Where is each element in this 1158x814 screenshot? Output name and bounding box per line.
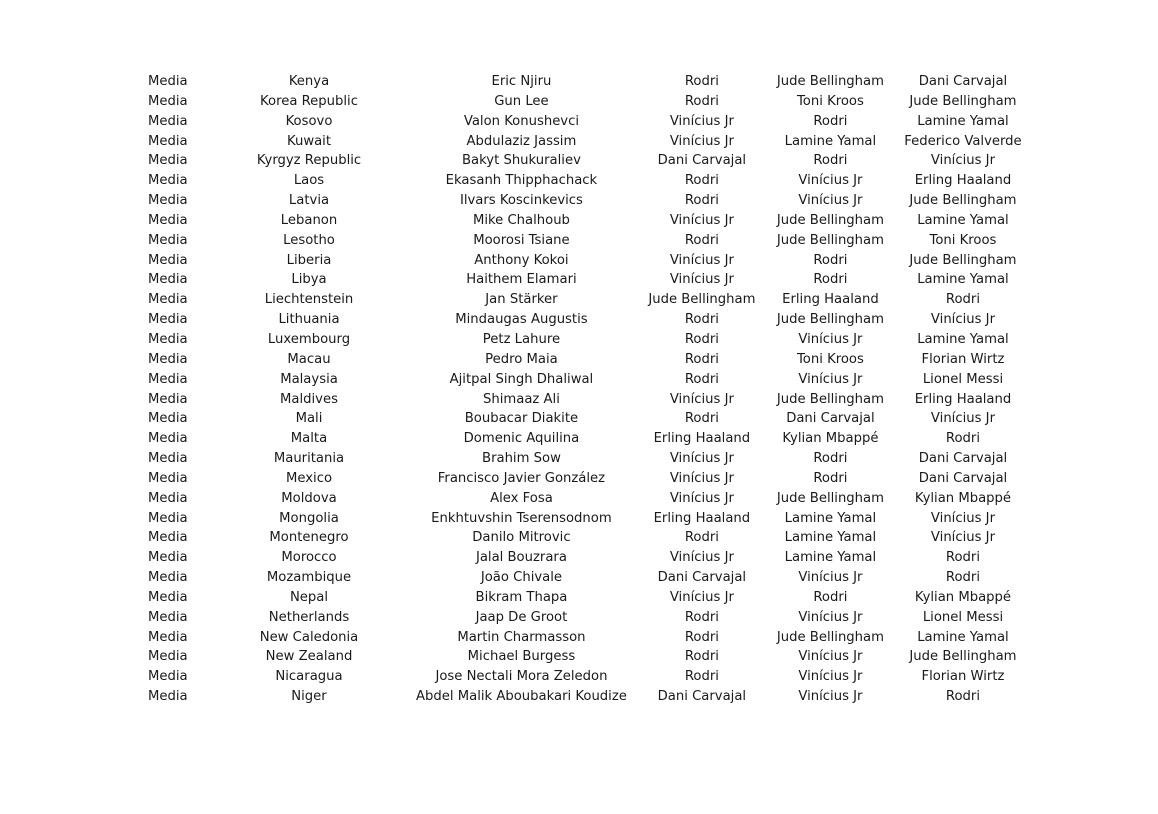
voter-category-cell: Media: [148, 490, 188, 506]
country-cell: Nicaragua: [275, 669, 343, 685]
third-choice-cell: Lamine Yamal: [917, 629, 1009, 645]
second-choice-cell: Vinícius Jr: [798, 371, 863, 387]
country-cell: Kenya: [288, 74, 330, 89]
voter-category-cell: Media: [148, 550, 188, 566]
table-row: [140, 350, 1042, 370]
journalist-cell: Jan Stärker: [485, 292, 558, 308]
second-choice-cell: Rodri: [813, 252, 848, 268]
second-choice-cell: Lamine Yamal: [784, 510, 877, 526]
country-cell: Kyrgyz Republic: [256, 153, 362, 169]
journalist-cell: Boubacar Diakite: [464, 411, 579, 427]
third-choice-cell: Rodri: [945, 292, 981, 308]
country-cell: Mali: [295, 411, 323, 427]
voter-category-cell: Media: [148, 629, 188, 645]
journalist-cell: Haithem Elamari: [466, 272, 577, 288]
voter-category-cell: Media: [148, 391, 188, 407]
table-row: [140, 390, 1042, 410]
second-choice-cell: Toni Kroos: [796, 93, 864, 109]
third-choice-cell: Lamine Yamal: [917, 272, 1009, 288]
voter-category-cell: Media: [148, 470, 188, 486]
first-choice-cell: Rodri: [684, 351, 719, 367]
voter-category-cell: Media: [148, 669, 188, 685]
country-cell: Lebanon: [280, 212, 338, 228]
country-cell: Luxembourg: [267, 331, 351, 347]
country-cell: Kosovo: [285, 113, 333, 129]
votes-table-body: [140, 72, 1042, 707]
table-row: [140, 92, 1042, 112]
first-choice-cell: Dani Carvajal: [657, 153, 747, 169]
table-row: [140, 469, 1042, 489]
first-choice-cell: Rodri: [684, 93, 719, 109]
third-choice-cell: Florian Wirtz: [921, 351, 1005, 367]
table-row: [140, 310, 1042, 330]
first-choice-cell: Dani Carvajal: [657, 570, 747, 586]
country-cell: Mongolia: [279, 510, 339, 526]
second-choice-cell: Erling Haaland: [782, 292, 879, 308]
journalist-cell: Bikram Thapa: [475, 589, 568, 605]
country-cell: Moldova: [281, 490, 337, 506]
third-choice-cell: Dani Carvajal: [918, 451, 1008, 467]
first-choice-cell: Vinícius Jr: [669, 391, 734, 407]
third-choice-cell: Lionel Messi: [922, 371, 1004, 387]
country-cell: Latvia: [288, 193, 330, 209]
table-row: [140, 528, 1042, 548]
table-row: [140, 231, 1042, 251]
country-cell: Maldives: [280, 391, 338, 407]
table-row: [140, 449, 1042, 469]
journalist-cell: Jalal Bouzrara: [475, 550, 567, 566]
first-choice-cell: Dani Carvajal: [657, 689, 747, 705]
country-cell: Mexico: [285, 470, 333, 486]
first-choice-cell: Vinícius Jr: [669, 113, 734, 129]
table-row: [140, 330, 1042, 350]
third-choice-cell: Kylian Mbappé: [914, 589, 1012, 605]
journalist-cell: Jose Nectali Mora Zeledon: [435, 669, 608, 685]
third-choice-cell: Kylian Mbappé: [914, 490, 1012, 506]
second-choice-cell: Vinícius Jr: [798, 331, 863, 347]
country-cell: Macau: [287, 351, 331, 367]
country-cell: Mauritania: [273, 451, 345, 467]
voter-category-cell: Media: [148, 589, 188, 605]
voter-category-cell: Media: [148, 649, 188, 665]
first-choice-cell: Rodri: [684, 669, 719, 685]
third-choice-cell: Erling Haaland: [914, 173, 1012, 189]
journalist-cell: Bakyt Shukuraliev: [461, 153, 581, 169]
journalist-cell: João Chivale: [480, 570, 563, 586]
country-cell: Lithuania: [278, 312, 340, 328]
journalist-cell: Eric Njiru: [491, 74, 552, 89]
first-choice-cell: Vinícius Jr: [669, 272, 734, 288]
voter-category-cell: Media: [148, 371, 188, 387]
journalist-cell: Ekasanh Thipphachack: [445, 173, 598, 189]
voter-category-cell: Media: [148, 530, 188, 546]
second-choice-cell: Toni Kroos: [796, 351, 864, 367]
third-choice-cell: Florian Wirtz: [921, 669, 1005, 685]
journalist-cell: Abdulaziz Jassim: [466, 133, 577, 149]
table-row: [140, 409, 1042, 429]
table-row: [140, 112, 1042, 132]
second-choice-cell: Lamine Yamal: [784, 133, 877, 149]
table-row: [140, 171, 1042, 191]
country-cell: Laos: [293, 173, 325, 189]
second-choice-cell: Jude Bellingham: [776, 212, 884, 228]
voter-category-cell: Media: [148, 609, 188, 625]
country-cell: Korea Republic: [260, 93, 358, 109]
journalist-cell: Shimaaz Ali: [483, 391, 560, 407]
third-choice-cell: Jude Bellingham: [909, 252, 1017, 268]
second-choice-cell: Rodri: [813, 113, 848, 129]
journalist-cell: Mike Chalhoub: [472, 212, 570, 228]
second-choice-cell: Jude Bellingham: [776, 74, 884, 89]
first-choice-cell: Rodri: [684, 411, 719, 427]
third-choice-cell: Rodri: [945, 570, 981, 586]
table-row: [140, 568, 1042, 588]
second-choice-cell: Rodri: [813, 589, 848, 605]
table-row: [140, 509, 1042, 529]
third-choice-cell: Jude Bellingham: [909, 193, 1017, 209]
second-choice-cell: Jude Bellingham: [776, 391, 884, 407]
first-choice-cell: Rodri: [684, 371, 719, 387]
table-row: [140, 132, 1042, 152]
second-choice-cell: Jude Bellingham: [776, 490, 884, 506]
first-choice-cell: Rodri: [684, 74, 719, 89]
journalist-cell: Petz Lahure: [482, 331, 561, 347]
third-choice-cell: Vinícius Jr: [930, 510, 995, 526]
third-choice-cell: Lionel Messi: [922, 609, 1004, 625]
first-choice-cell: Rodri: [684, 232, 719, 248]
country-cell: Malaysia: [280, 371, 338, 387]
first-choice-cell: Rodri: [684, 609, 719, 625]
table-row: [140, 489, 1042, 509]
table-row: [140, 608, 1042, 628]
voter-category-cell: Media: [148, 411, 188, 427]
third-choice-cell: Toni Kroos: [929, 232, 997, 248]
second-choice-cell: Rodri: [813, 451, 848, 467]
country-cell: Morocco: [281, 550, 337, 566]
table-row: [140, 429, 1042, 449]
voter-category-cell: Media: [148, 212, 188, 228]
journalist-cell: Ilvars Koscinkevics: [459, 193, 583, 209]
first-choice-cell: Rodri: [684, 649, 719, 665]
third-choice-cell: Jude Bellingham: [909, 649, 1017, 665]
country-cell: Netherlands: [268, 609, 350, 625]
country-cell: Niger: [291, 689, 327, 705]
third-choice-cell: Dani Carvajal: [918, 470, 1008, 486]
second-choice-cell: Rodri: [813, 153, 848, 169]
country-cell: Liberia: [286, 252, 332, 268]
country-cell: Libya: [291, 272, 327, 288]
second-choice-cell: Vinícius Jr: [798, 649, 863, 665]
voter-category-cell: Media: [148, 689, 188, 705]
third-choice-cell: Federico Valverde: [904, 133, 1022, 149]
voter-category-cell: Media: [148, 451, 188, 467]
third-choice-cell: Lamine Yamal: [917, 331, 1009, 347]
journalist-cell: Ajitpal Singh Dhaliwal: [449, 371, 594, 387]
voter-category-cell: Media: [148, 113, 188, 129]
second-choice-cell: Rodri: [813, 272, 848, 288]
first-choice-cell: Vinícius Jr: [669, 133, 734, 149]
table-row: [140, 72, 1042, 92]
second-choice-cell: Lamine Yamal: [784, 530, 877, 546]
country-cell: Liechtenstein: [264, 292, 354, 308]
first-choice-cell: Vinícius Jr: [669, 589, 734, 605]
voter-category-cell: Media: [148, 331, 188, 347]
first-choice-cell: Vinícius Jr: [669, 470, 734, 486]
voter-category-cell: Media: [148, 93, 188, 109]
first-choice-cell: Vinícius Jr: [669, 490, 734, 506]
third-choice-cell: Vinícius Jr: [930, 153, 995, 169]
country-cell: New Zealand: [265, 649, 353, 665]
journalist-cell: Valon Konushevci: [463, 113, 580, 129]
first-choice-cell: Vinícius Jr: [669, 550, 734, 566]
second-choice-cell: Vinícius Jr: [798, 173, 863, 189]
first-choice-cell: Rodri: [684, 530, 719, 546]
second-choice-cell: Jude Bellingham: [776, 312, 884, 328]
journalist-cell: Domenic Aquilina: [463, 431, 580, 447]
table-row: [140, 191, 1042, 211]
third-choice-cell: Rodri: [945, 689, 981, 705]
first-choice-cell: Vinícius Jr: [669, 252, 734, 268]
second-choice-cell: Dani Carvajal: [786, 411, 875, 427]
third-choice-cell: Rodri: [945, 550, 981, 566]
voter-category-cell: Media: [148, 252, 188, 268]
first-choice-cell: Jude Bellingham: [648, 292, 756, 308]
country-cell: Montenegro: [269, 530, 349, 546]
voter-category-cell: Media: [148, 193, 188, 209]
first-choice-cell: Vinícius Jr: [669, 212, 734, 228]
table-row: [140, 588, 1042, 608]
first-choice-cell: Rodri: [684, 629, 719, 645]
voter-category-cell: Media: [148, 232, 188, 248]
third-choice-cell: Lamine Yamal: [917, 113, 1009, 129]
third-choice-cell: Vinícius Jr: [930, 530, 995, 546]
country-cell: Mozambique: [266, 570, 352, 586]
table-row: [140, 151, 1042, 171]
second-choice-cell: Vinícius Jr: [798, 570, 863, 586]
voter-category-cell: Media: [148, 153, 188, 169]
country-cell: Lesotho: [283, 232, 335, 248]
table-row: [140, 687, 1042, 707]
journalist-cell: Martin Charmasson: [457, 629, 586, 645]
country-cell: New Caledonia: [259, 629, 359, 645]
third-choice-cell: Dani Carvajal: [918, 74, 1008, 89]
second-choice-cell: Jude Bellingham: [776, 232, 884, 248]
table-row: [140, 548, 1042, 568]
third-choice-cell: Lamine Yamal: [917, 212, 1009, 228]
journalist-cell: Alex Fosa: [490, 490, 553, 506]
country-cell: Nepal: [289, 589, 329, 605]
first-choice-cell: Rodri: [684, 331, 719, 347]
voter-category-cell: Media: [148, 292, 188, 308]
table-row: [140, 211, 1042, 231]
third-choice-cell: Jude Bellingham: [909, 93, 1017, 109]
second-choice-cell: Rodri: [813, 470, 848, 486]
table-row: [140, 251, 1042, 271]
first-choice-cell: Erling Haaland: [653, 510, 751, 526]
voter-category-cell: Media: [148, 74, 188, 89]
journalist-cell: Gun Lee: [494, 93, 549, 109]
second-choice-cell: Vinícius Jr: [798, 669, 863, 685]
country-cell: Malta: [290, 431, 328, 447]
second-choice-cell: Vinícius Jr: [798, 689, 863, 705]
votes-table: [140, 72, 1042, 707]
third-choice-cell: Rodri: [945, 431, 981, 447]
journalist-cell: Pedro Maia: [485, 351, 558, 367]
journalist-cell: Enkhtuvshin Tserensodnom: [431, 510, 612, 526]
first-choice-cell: Rodri: [684, 173, 719, 189]
table-row: [140, 628, 1042, 648]
second-choice-cell: Vinícius Jr: [798, 609, 863, 625]
voter-category-cell: Media: [148, 570, 188, 586]
second-choice-cell: Jude Bellingham: [776, 629, 884, 645]
table-row: [140, 667, 1042, 687]
third-choice-cell: Vinícius Jr: [930, 411, 995, 427]
journalist-cell: Danilo Mitrovic: [472, 530, 571, 546]
journalist-cell: Moorosi Tsiane: [473, 232, 570, 248]
first-choice-cell: Erling Haaland: [653, 431, 751, 447]
second-choice-cell: Vinícius Jr: [798, 193, 863, 209]
third-choice-cell: Vinícius Jr: [930, 312, 995, 328]
second-choice-cell: Lamine Yamal: [784, 550, 877, 566]
table-row: [140, 370, 1042, 390]
first-choice-cell: Rodri: [684, 312, 719, 328]
voter-category-cell: Media: [148, 510, 188, 526]
first-choice-cell: Rodri: [684, 193, 719, 209]
table-row: [140, 270, 1042, 290]
table-row: [140, 290, 1042, 310]
table-row: [140, 647, 1042, 667]
third-choice-cell: Erling Haaland: [914, 391, 1012, 407]
first-choice-cell: Vinícius Jr: [669, 451, 734, 467]
journalist-cell: Brahim Sow: [482, 451, 561, 467]
journalist-cell: Anthony Kokoi: [474, 252, 569, 268]
country-cell: Kuwait: [286, 133, 332, 149]
voter-category-cell: Media: [148, 272, 188, 288]
journalist-cell: Mindaugas Augustis: [455, 312, 588, 328]
journalist-cell: Francisco Javier González: [437, 470, 606, 486]
journalist-cell: Abdel Malik Aboubakari Koudize: [416, 689, 627, 705]
voter-category-cell: Media: [148, 351, 188, 367]
voter-category-cell: Media: [148, 312, 188, 328]
voter-category-cell: Media: [148, 173, 188, 189]
journalist-cell: Michael Burgess: [467, 649, 576, 665]
journalist-cell: Jaap De Groot: [475, 609, 568, 625]
voter-category-cell: Media: [148, 133, 188, 149]
voter-category-cell: Media: [148, 431, 188, 447]
second-choice-cell: Kylian Mbappé: [782, 431, 879, 447]
